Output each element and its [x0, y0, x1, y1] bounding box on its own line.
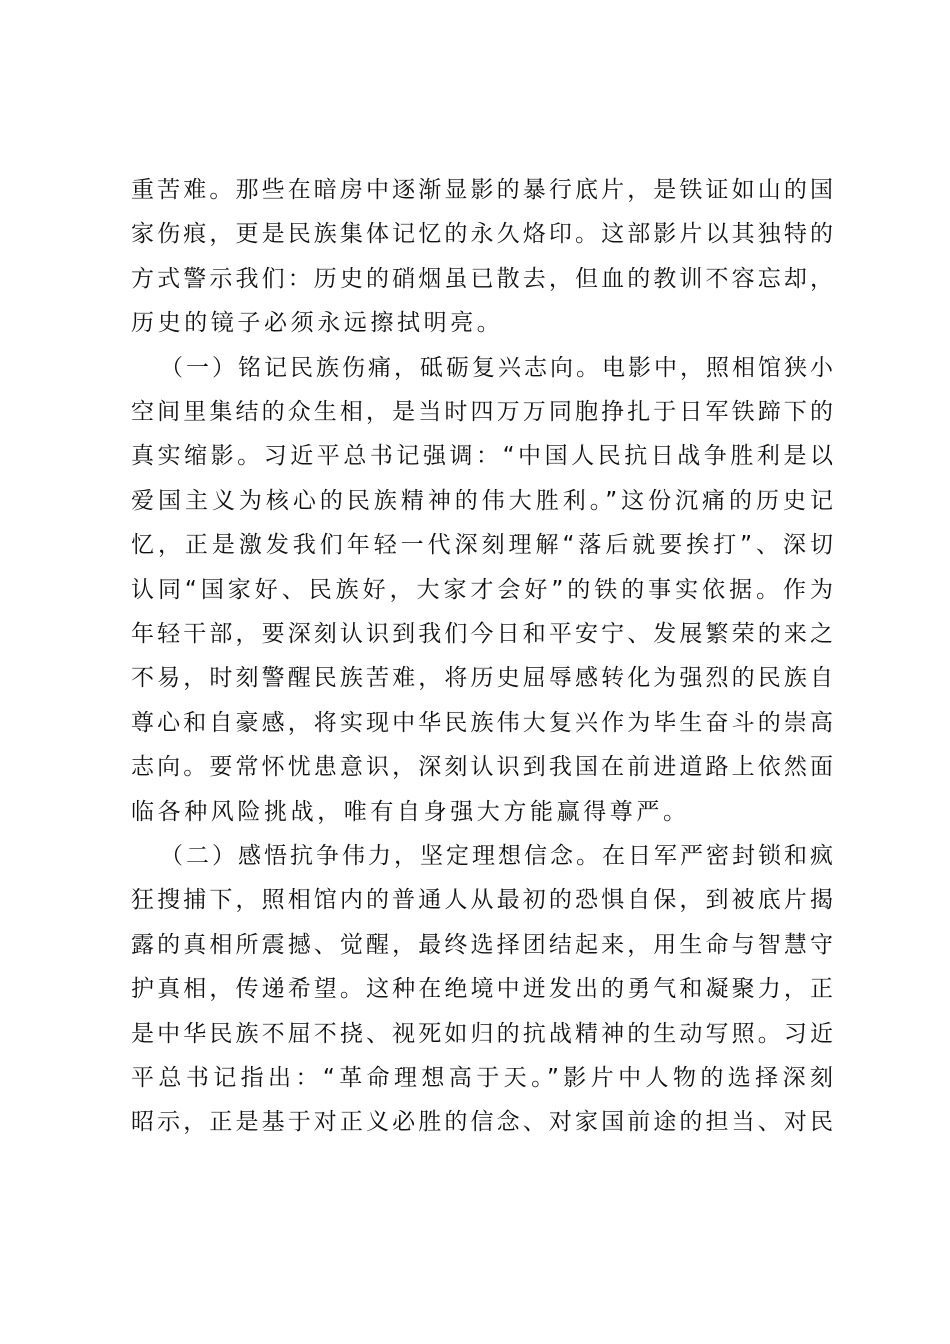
text-line: 志向。要常怀忧患意识，深刻认识到我国在前进道路上依然面	[131, 754, 833, 781]
text-line: 家伤痕，更是民族集体记忆的永久烙印。这部影片以其独特的	[131, 221, 833, 248]
text-line: 真实缩影。习近平总书记强调：“中国人民抗日战争胜利是以	[131, 443, 833, 470]
text-line: （二）感悟抗争伟力，坚定理想信念。在日军严密封锁和疯	[160, 843, 833, 869]
text-line: 昭示，正是基于对正义必胜的信念、对家国前途的担当、对民	[131, 1109, 833, 1136]
text-line: 历史的镜子必须永远擦拭明亮。	[131, 310, 504, 337]
text-line: 认同“国家好、民族好，大家才会好”的铁的事实依据。作为	[131, 576, 833, 603]
text-line: 不易，时刻警醒民族苦难，将历史屈辱感转化为强烈的民族自	[131, 665, 833, 692]
text-line: 平总书记指出：“革命理想高于天。”影片中人物的选择深刻	[131, 1065, 833, 1091]
text-line: 方式警示我们：历史的硝烟虽已散去，但血的教训不容忘却，	[131, 265, 833, 292]
text-line: 重苦难。那些在暗房中逐渐显影的暴行底片，是铁证如山的国	[131, 177, 833, 203]
text-line: 尊心和自豪感，将实现中华民族伟大复兴作为毕生奋斗的崇高	[131, 709, 833, 736]
text-line: 露的真相所震撼、觉醒，最终选择团结起来，用生命与智慧守	[131, 931, 833, 958]
text-line: 是中华民族不屈不挠、视死如归的抗战精神的生动写照。习近	[131, 1020, 833, 1047]
text-line: 爱国主义为核心的民族精神的伟大胜利。”这份沉痛的历史记	[131, 487, 833, 514]
text-line: （一）铭记民族伤痛，砥砺复兴志向。电影中，照相馆狭小	[160, 354, 833, 381]
text-line: 临各种风险挑战，唯有自身强大方能赢得尊严。	[131, 798, 690, 825]
text-line: 护真相，传递希望。这种在绝境中迸发出的勇气和凝聚力，正	[131, 976, 833, 1003]
text-line: 忆，正是激发我们年轻一代深刻理解“落后就要挨打”、深切	[131, 532, 833, 559]
text-line: 狂搜捕下，照相馆内的普通人从最初的恐惧自保，到被底片揭	[131, 887, 833, 914]
text-line: 空间里集结的众生相，是当时四万万同胞挣扎于日军铁蹄下的	[131, 399, 833, 425]
text-line: 年轻干部，要深刻认识到我们今日和平安宁、发展繁荣的来之	[131, 621, 833, 647]
